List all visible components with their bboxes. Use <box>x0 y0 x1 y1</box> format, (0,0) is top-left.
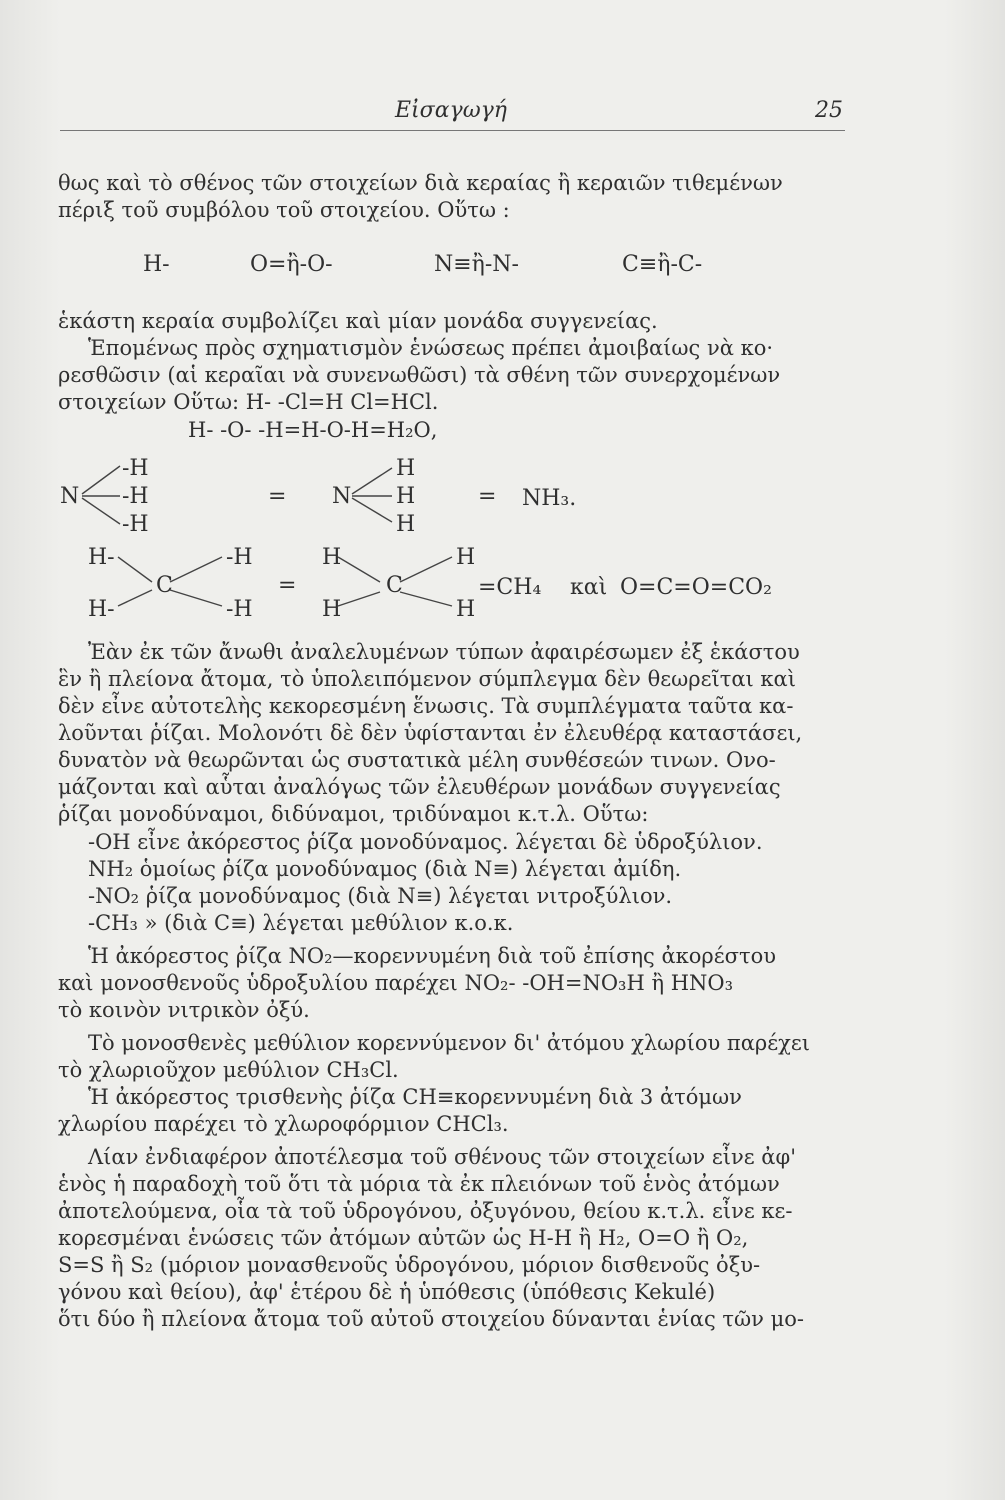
header-title: Εἰσαγωγή <box>395 98 507 123</box>
text-line: μάζονται καὶ αὗται ἀναλόγως τῶν ἐλευθέρων μονάδων συγγενείας <box>58 775 781 799</box>
text-line: καὶ μονοσθενοῦς ὑδροξυλίου παρέχει ΝΟ₂- -ΟΗ=ΝΟ₃Η ἢ ΗΝΟ₃ <box>58 971 734 995</box>
text-line: Ἑπομένως πρὸς σχηματισμὸν ἑνώσεως πρέπει ἀμοιβαίως νὰ κο· <box>88 336 774 360</box>
text-line: τὸ κοινὸν νιτρικὸν ὀξύ. <box>58 998 310 1022</box>
methane-h: Η <box>456 597 476 622</box>
text-line: ῥίζαι μονοδύναμοι, διδύναμοι, τριδύναμοι κ.τ.λ. Οὕτω: <box>58 802 649 826</box>
text-line: τὸ χλωριοῦχον μεθύλιον CH₃Cl. <box>58 1058 399 1082</box>
ammonia-h: -Η <box>122 512 149 537</box>
methane-result: =CH₄ <box>478 575 542 600</box>
text-line: ἑνὸς ἡ παραδοχὴ τοῦ ὅτι τὰ μόρια τὰ ἐκ πλειόνων τοῦ ἑνὸς ἀτόμων <box>58 1172 780 1196</box>
text-line: Λίαν ἐνδιαφέρον ἀποτέλεσμα τοῦ σθένους τῶν στοιχείων εἶνε ἀφ' <box>88 1145 796 1169</box>
text-line: -ΝΟ₂ ῥίζα μονοδύναμος (διὰ Ν≡) λέγεται νιτροξύλιον. <box>88 884 673 908</box>
text-line: δὲν εἶνε αὐτοτελὴς κεκορεσμένη ἕνωσις. Τὰ συμπλέγματα ταῦτα κα- <box>58 694 794 718</box>
methane-h: Η- <box>88 597 115 622</box>
text-line: Τὸ μονοσθενὲς μεθύλιον κορεννύμενον δι' ἀτόμου χλωρίου παρέχει <box>88 1031 810 1055</box>
ammonia-eq2: = <box>478 484 497 509</box>
methane-h: -Η <box>226 597 253 622</box>
ammonia-h: -Η <box>122 484 149 509</box>
ammonia-h: -Η <box>122 456 149 481</box>
methane-c-mid: C <box>386 573 403 598</box>
text-line: -ΟΗ εἶνε ἀκόρεστος ῥίζα μονοδύναμος. λέγεται δὲ ὑδροξύλιον. <box>88 830 763 854</box>
text-line: πέριξ τοῦ συμβόλου τοῦ στοιχείου. Οὕτω : <box>58 198 510 222</box>
methane-h: Η- <box>88 545 115 570</box>
text-line: -CH₃ » (διὰ C≡) λέγεται μεθύλιον κ.ο.κ. <box>88 911 514 935</box>
ammonia-n-left: Ν <box>60 484 80 509</box>
text-line: ἑκάστη κεραία συμβολίζει καὶ μίαν μονάδα συγγενείας. <box>58 309 658 333</box>
valence-o: Ο=ἢ-Ο- <box>250 252 333 277</box>
text-line: στοιχείων Οὕτω: Η- -Cl=Η Cl=HCl. <box>58 390 439 414</box>
methane-c-left: C <box>156 573 173 598</box>
text-line: ρεσθῶσιν (αἱ κεραῖαι νὰ συνενωθῶσι) τὰ σθένη τῶν συνερχομένων <box>58 363 781 387</box>
methane-h: -Η <box>226 545 253 570</box>
text-line: Ἡ ἀκόρεστος τρισθενὴς ῥίζα CH≡κορεννυμένη διὰ 3 ἀτόμων <box>88 1085 742 1109</box>
methane-h: Η <box>456 545 476 570</box>
text-line: ἓν ἢ πλείονα ἄτομα, τὸ ὑπολειπόμενον σύμπλεγμα δὲν θεωρεῖται καὶ <box>58 667 796 691</box>
text-line: θως καὶ τὸ σθένος τῶν στοιχείων διὰ κεραίας ἢ κεραιῶν τιθεμένων <box>58 171 783 195</box>
methane-h: Η <box>322 597 342 622</box>
text-line: λοῦνται ῥίζαι. Μολονότι δὲ δὲν ὑφίστανται ἐν ἐλευθέρᾳ καταστάσει, <box>58 721 803 745</box>
text-line: χλωρίου παρέχει τὸ χλωροφόρμιον CHCl₃. <box>58 1112 509 1136</box>
ammonia-h: Η <box>396 456 416 481</box>
text-line: Ἡ ἀκόρεστος ῥίζα ΝΟ₂—κορεννυμένη διὰ τοῦ ἐπίσης ἀκορέστου <box>88 944 777 968</box>
text-line: ὅτι δύο ἢ πλείονα ἄτομα τοῦ αὐτοῦ στοιχείου δύνανται ἑνίας τῶν μο- <box>58 1307 804 1331</box>
ammonia-h: Η <box>396 512 416 537</box>
text-line: κορεσμέναι ἑνώσεις τῶν ἀτόμων αὐτῶν ὡς Η-Η ἢ Η₂, Ο=Ο ἢ Ο₂, <box>58 1226 749 1250</box>
text-line: ἀποτελούμενα, οἷα τὰ τοῦ ὑδρογόνου, ὀξυγόνου, θείου κ.τ.λ. εἶνε κε- <box>58 1199 793 1223</box>
valence-h: Η- <box>143 252 170 277</box>
text-line: Η- -Ο- -Η=Η-Ο-Η=Η₂Ο, <box>188 418 438 442</box>
text-line: γόνου καὶ θείου), ἀφ' ἑτέρου δὲ ἡ ὑπόθεσις (ὑπόθεσις Kekulé) <box>58 1280 716 1304</box>
text-line: Ἐὰν ἐκ τῶν ἄνωθι ἀναλελυμένων τύπων ἀφαιρέσωμεν ἐξ ἑκάστου <box>88 640 800 664</box>
methane-eq1: = <box>278 573 297 598</box>
ammonia-result: ΝΗ₃. <box>522 486 577 511</box>
text-line: S=S ἢ S₂ (μόριον μονασθενοῦς ὑδρογόνου, μόριον δισθενοῦς ὀξυ- <box>58 1253 761 1277</box>
ammonia-h: Η <box>396 484 416 509</box>
valence-c: C≡ἢ-C- <box>622 252 703 277</box>
methane-and: καὶ <box>570 575 608 600</box>
text-line: ΝΗ₂ ὁμοίως ῥίζα μονοδύναμος (διὰ Ν≡) λέγεται ἀμίδη. <box>88 857 682 881</box>
text-line: δυνατὸν νὰ θεωρῶνται ὡς συστατικὰ μέλη συνθέσεών τινων. Ονο- <box>58 748 776 772</box>
co2-formula: Ο=C=Ο=CΟ₂ <box>620 575 772 600</box>
methane-h: Η <box>322 545 342 570</box>
ammonia-n-mid: Ν <box>332 484 352 509</box>
page-number: 25 <box>815 98 843 123</box>
ammonia-eq1: = <box>268 484 287 509</box>
valence-n: Ν≡ἢ-Ν- <box>434 252 519 277</box>
